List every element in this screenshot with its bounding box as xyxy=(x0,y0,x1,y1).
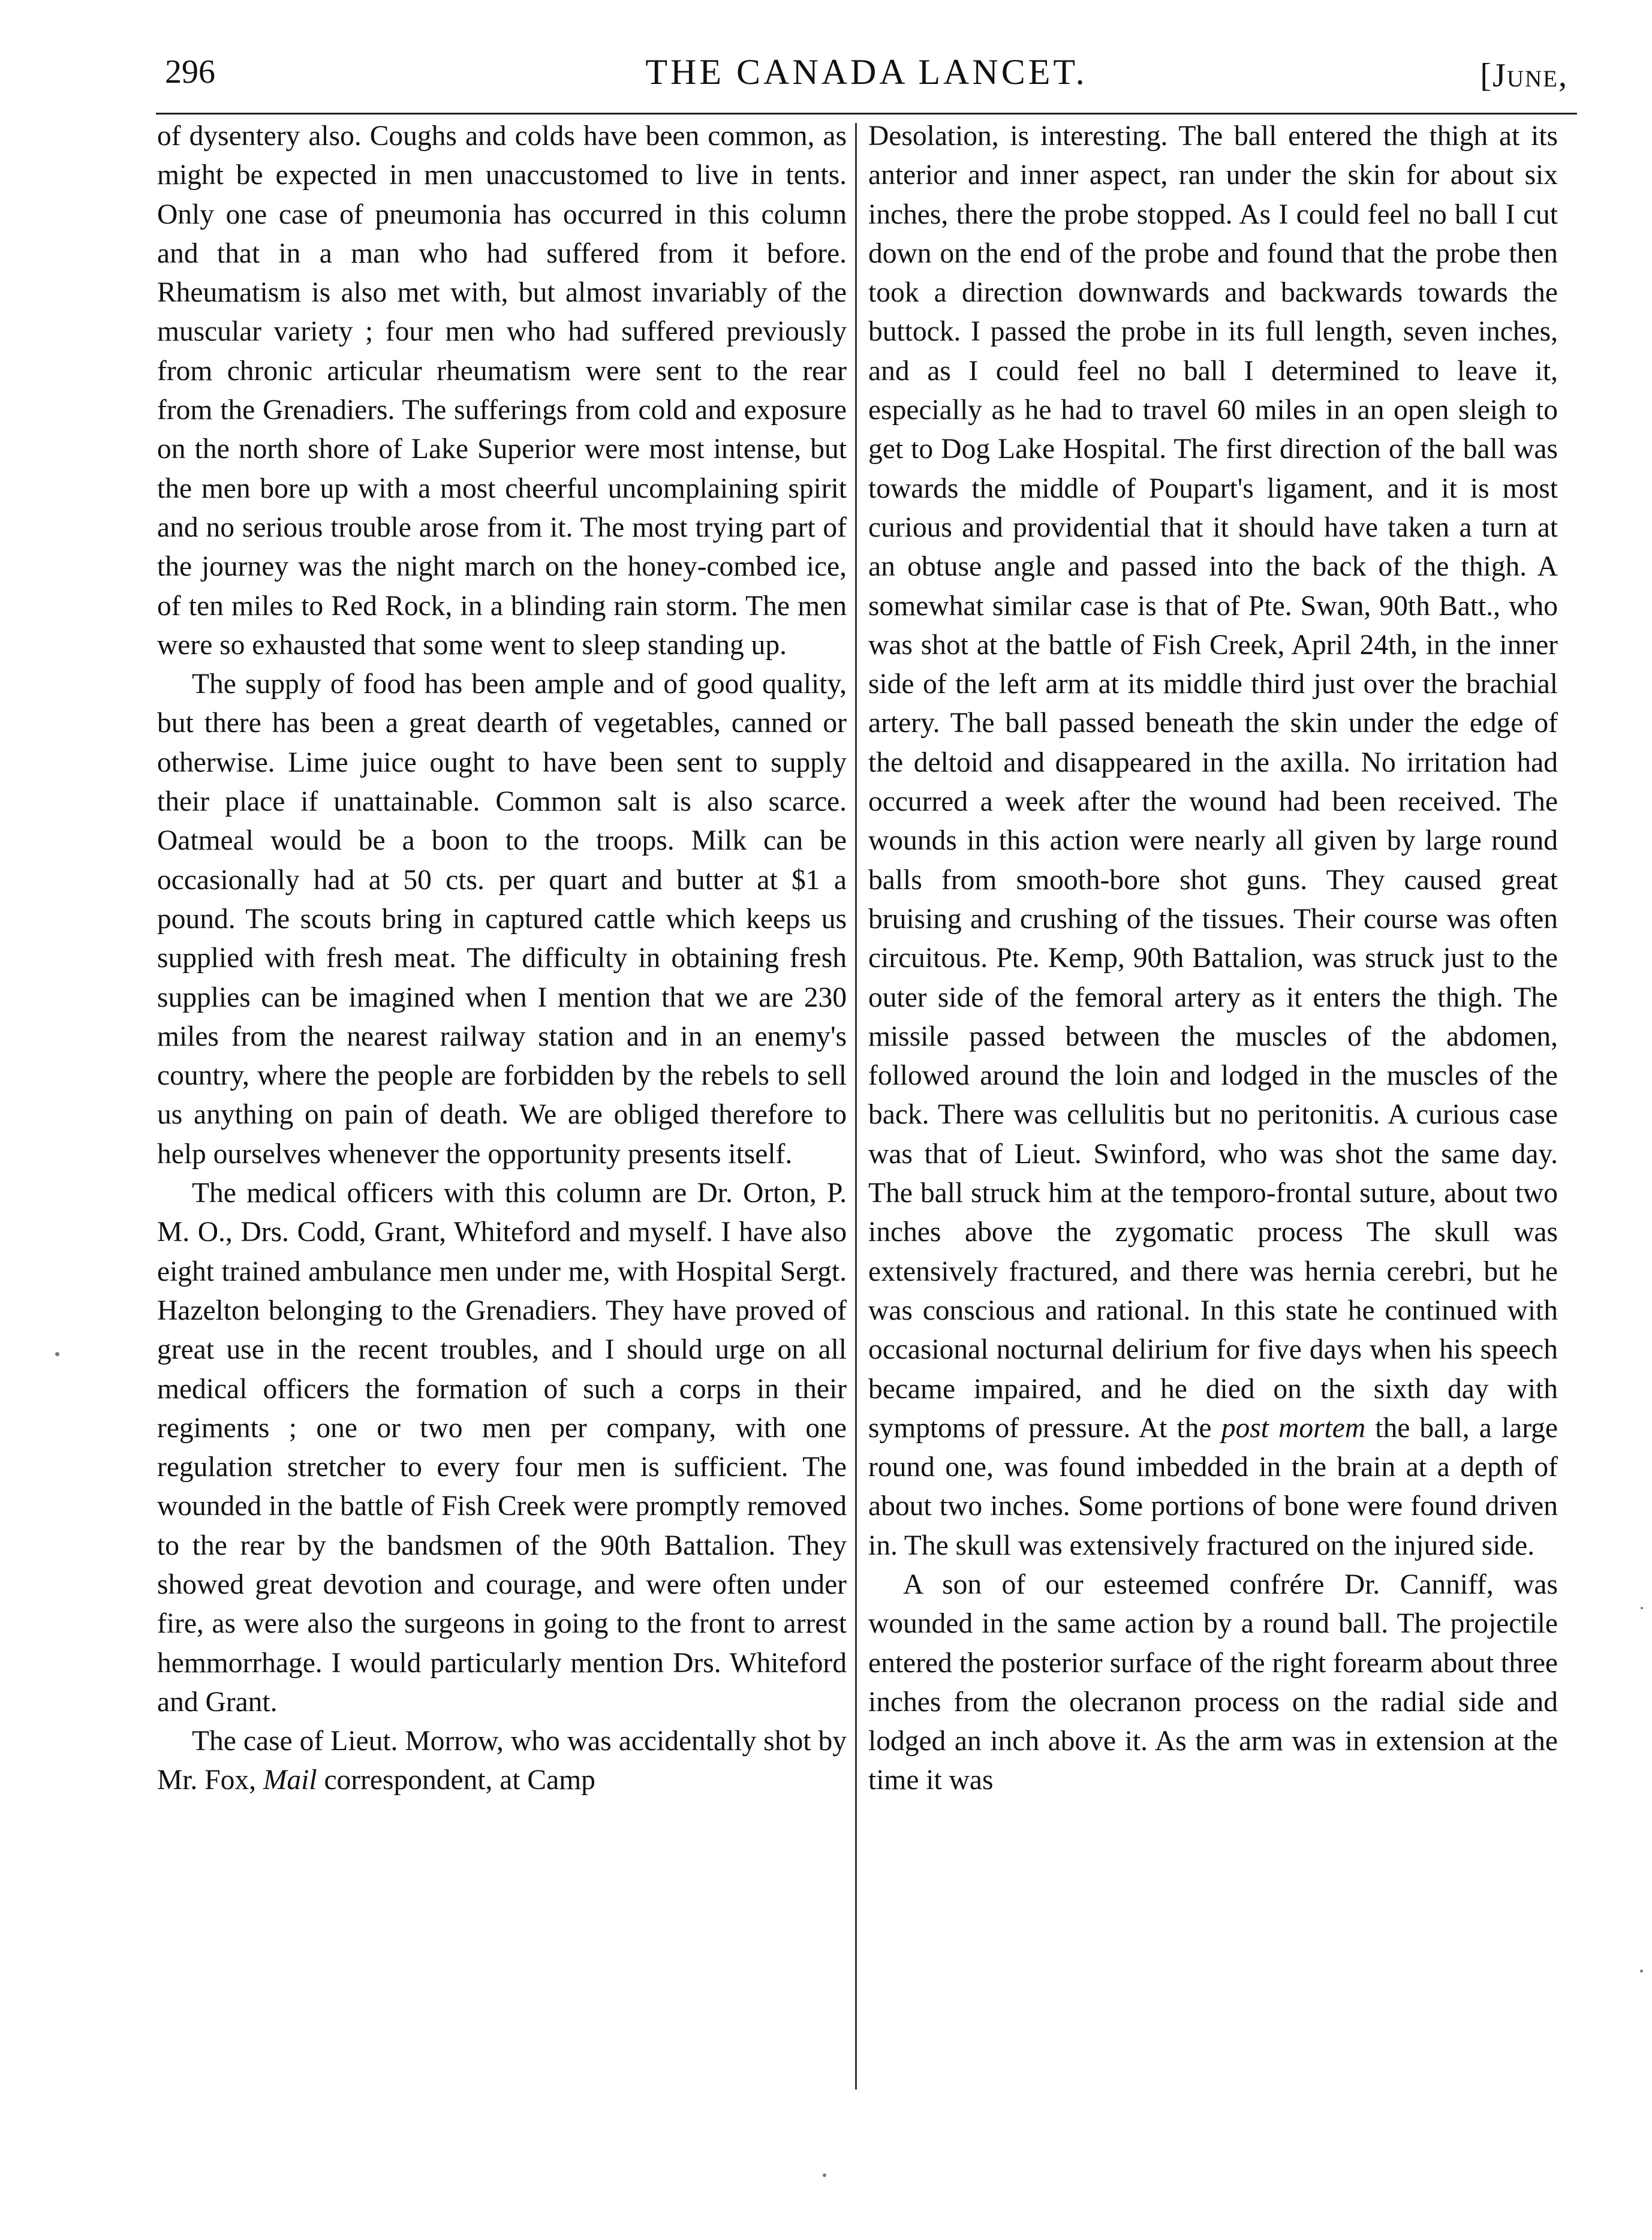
scan-speck xyxy=(823,2173,826,2177)
left-column xyxy=(157,117,847,2119)
right-paragraph-1-end: the ball, a large round one, was found imbedded in the brain at a depth of about two inches. Some portions of bone were found driven in. The skull was extensively fractured on the injured side. xyxy=(868,1412,1558,1561)
left-paragraph-4 xyxy=(157,1722,847,1801)
column-divider xyxy=(855,123,857,2090)
running-title: THE CANADA LANCET. xyxy=(645,52,1088,92)
header-rule xyxy=(156,113,1577,115)
left-paragraph-2: The supply of food has been ample and of good quality, but there has been a great dearth of vegetables, canned or otherwise. Lime juice ought to have been sent to supply their place if unattainable. Common salt is also scarce. Oatmeal would be a boon to the troops. Milk can be occasionally had at 50 cts. per quart and butter at $1 a pound. The scouts bring in captured cattle which keeps us supplied with fresh meat. The difficulty in obtaining fresh supplies can be imagined when I mention that we are 230 miles from the nearest railway station and in an enemy's country, where the people are forbidden by the rebels to sell us anything on pain of death. We are obliged therefore to help ourselves whenever the opportunity presents itself. xyxy=(157,669,847,1170)
left-paragraph-4-end: correspondent, at Camp xyxy=(324,1765,595,1796)
newspaper-name: Mail xyxy=(263,1765,317,1796)
scan-speck xyxy=(1641,1607,1643,1609)
right-paragraph-1-start: Desolation, is interesting. The ball entered the thigh at its anterior and inner aspect, ran under the skin for about six inches, there the probe stopped. As I could feel no ball I cut down on the end of the probe and found that the probe then took a direction downwards and backwards towards the buttock. I passed the probe in its full length, seven inches, and as I could feel no ball I determined to leave it, especially as he had to travel 60 miles in an open sleigh to get to Dog Lake Hospital. The first direction of the ball was towards the middle of Poupart's ligament, and it is most curious and providential that it should have taken a turn at an obtuse angle and passed into the back of the thigh. A somewhat similar case is that of Pte. Swan, 90th Batt., who was shot at the battle of Fish Creek, April 24th, in the inner side of the left arm at its middle third just over the brachial artery. The ball passed beneath the skin under the edge of the deltoid and disappeared in the axilla. No irritation had occurred a week after the wound had been received. The wounds in this action were nearly all given by large round balls from smooth-bore shot guns. They caused great bruising and crushing of the tissues. Their course was often circuitous. Pte. Kemp, 90th Battalion, was struck just to the outer side of the femoral artery as it enters the thigh. The missile passed between the muscles of the abdomen, followed around the loin and lodged in the muscles of the back. There was cellulitis but no peritonitis. A curious case was that of Lieut. Swinford, who was shot the same day. The ball struck him at the temporo-frontal suture, about two inches above the zygomatic process The skull was extensively fractured, and there was hernia cerebri, but he was conscious and rational. In this state he continued with occasional nocturnal delirium for five days when his speech became impaired, and he died on the sixth day with symptoms of pressure. At the xyxy=(868,121,1558,1444)
scan-speck xyxy=(55,1352,59,1356)
page-number: 296 xyxy=(165,53,215,91)
scan-speck xyxy=(1640,1970,1643,1973)
right-paragraph-2: A son of our esteemed confrére Dr. Canniff, was wounded in the same action by a round ball. The projectile entered the posterior surface of the right forearm about three inches from the olecranon process on the radial side and lodged an inch above it. As the arm was in extension at the time it was xyxy=(868,1568,1558,1796)
page-header xyxy=(165,48,1568,114)
left-paragraph-1: of dysentery also. Coughs and colds have been common, as might be expected in men unaccustomed to live in tents. Only one case of pneumonia has occurred in this column and that in a man who had suffered from it before. Rheumatism is also met with, but almost invariably of the muscular variety ; four men who had suffered previously from chronic articular rheumatism were sent to the rear from the Grenadiers. The sufferings from cold and exposure on the north shore of Lake Superior were most intense, but the men bore up with a most cheerful uncomplaining spirit and no serious trouble arose from it. The most trying part of the journey was the night march on the honey-combed ice, of ten miles to Red Rock, in a blinding rain storm. The men were so exhausted that some went to sleep standing up. xyxy=(157,121,847,661)
right-column xyxy=(868,117,1558,2119)
left-paragraph-4-start: The case of Lieut. Morrow, who was accidentally shot by Mr. Fox, xyxy=(157,1726,847,1796)
post-mortem-term: post mortem xyxy=(1221,1412,1366,1444)
left-paragraph-3: The medical officers with this column are Dr. Orton, P. M. O., Drs. Codd, Grant, Whiteford and myself. I have also eight trained ambulance men under me, with Hospital Sergt. Hazelton belonging to the Grenadiers. They have proved of great use in the recent troubles, and I should urge on all medical officers the formation of such a corps in their regiments ; one or two men per company, with one regulation stretcher to every four men is sufficient. The wounded in the battle of Fish Creek were promptly removed to the rear by the bandsmen of the 90th Battalion. They showed great devotion and courage, and were often under fire, as were also the surgeons in going to the front to arrest hemmorrhage. I would particularly mention Drs. Whiteford and Grant. xyxy=(157,1178,847,1718)
issue-month: [June, xyxy=(1480,57,1568,94)
right-paragraph-1 xyxy=(868,117,1558,1565)
